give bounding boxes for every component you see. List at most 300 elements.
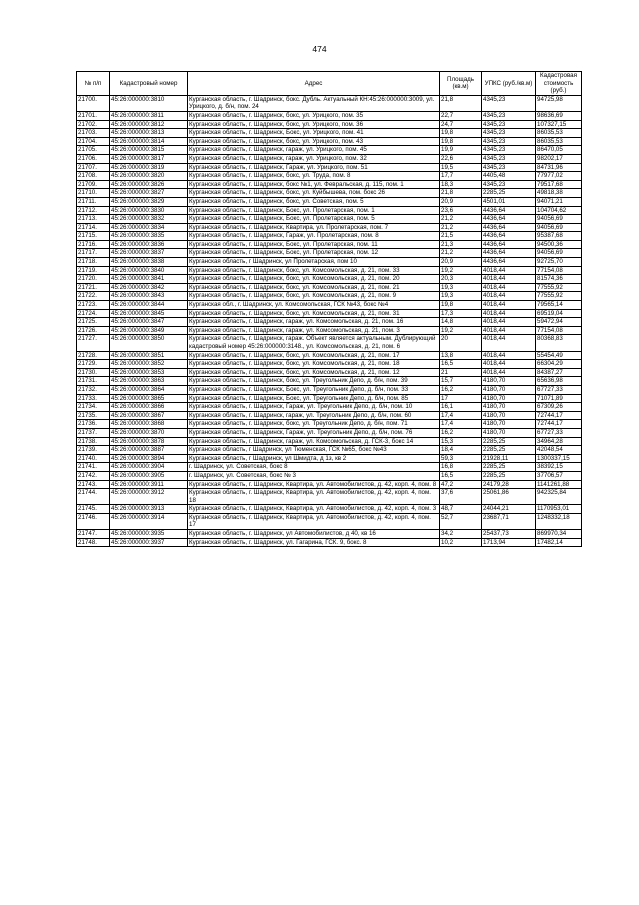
cell-upks: 4018,44 [482,301,536,310]
cell-area: 13,8 [440,351,482,360]
cell-address: Курганская область, г. Шадринск, Гараж, ул. Треугольник Депо, д. б/н, пом. 76 [188,428,440,437]
cell-area: 21,3 [440,240,482,249]
cell-area: 19,8 [440,301,482,310]
cell-num: 21708. [77,172,110,181]
cell-num: 21746. [77,513,110,529]
cell-upks: 4345,23 [482,111,536,120]
cell-cadastral-number: 45:26:000000:3905 [110,471,188,480]
cell-upks: 4405,48 [482,172,536,181]
cell-cadastral-number: 45:26:000000:3849 [110,326,188,335]
cell-cadastral-value: 34964,28 [536,437,582,446]
cell-area: 19,9 [440,146,482,155]
table-row [77,505,582,514]
cell-cadastral-value: 79517,68 [536,180,582,189]
cell-cadastral-number: 45:26:000000:3865 [110,394,188,403]
table-body [77,95,582,546]
cell-num: 21710. [77,189,110,198]
cell-address: Курганская область, г Шадринск, ул Тюменская, ГСК №65, бокс №43 [188,446,440,455]
table-row [77,326,582,335]
cell-area: 14,8 [440,318,482,327]
cell-cadastral-value: 104704,62 [536,206,582,215]
cell-num: 21748. [77,538,110,547]
table-row [77,530,582,539]
table-row [77,240,582,249]
cell-cadastral-value: 77555,92 [536,283,582,292]
cell-cadastral-value: 77154,08 [536,326,582,335]
cell-cadastral-number: 45:26:000000:3829 [110,197,188,206]
cell-num: 21714. [77,223,110,232]
cell-cadastral-number: 45:26:000000:3835 [110,232,188,241]
cell-address: Курганская область, г. Шадринск, бокс, ул. Комсомольская, д. 21, пом. 12 [188,368,440,377]
cell-upks: 4345,23 [482,180,536,189]
cell-cadastral-value: 67309,26 [536,403,582,412]
page-number: 474 [312,44,327,54]
cell-address: Курганская область, г. Шадринск, бокс, ул. Комсомольская, д. 21, пом. 17 [188,351,440,360]
cell-cadastral-value: 98202,17 [536,154,582,163]
cell-address: Курганская область, г. Шадринск, Бокс, ул. Пролетарская, пом. 1 [188,206,440,215]
cell-num: 21742. [77,471,110,480]
table-row [77,172,582,181]
cell-cadastral-value: 1300337,15 [536,454,582,463]
cell-address: Курганская область, г. Шадринск, гараж. Объект является актуальным. Дублирующий кадастровый номер 45:26:000000:3148., ул. Комсомольская, д. 21, пом. 6 [188,335,440,351]
cell-upks: 4436,64 [482,249,536,258]
cell-address: Курганская область, г. Шадринск, бокс, ул. Урицкого, пом. 36 [188,120,440,129]
cell-upks: 4018,44 [482,275,536,284]
cell-cadastral-value: 94056,69 [536,249,582,258]
cell-address: Курганская область, г. Шадринск, гараж, ул. Треугольник Депо, д. б/н, пом. 60 [188,411,440,420]
cell-cadastral-number: 45:26:000000:3878 [110,437,188,446]
cell-area: 20,9 [440,197,482,206]
cell-cadastral-number: 45:26:000000:3894 [110,454,188,463]
cell-cadastral-number: 45:26:000000:3838 [110,258,188,267]
cell-upks: 4436,64 [482,232,536,241]
cell-area: 16,1 [440,403,482,412]
table-row [77,120,582,129]
cell-address: Курганская область, г. Шадринск, Гараж, ул. Треугольник Депо, д. б/н, пом. 10 [188,403,440,412]
cell-address: Курганская область, г. Шадринск, бокс, ул. Комсомольская, д. 21, пом. 21 [188,283,440,292]
table-row [77,377,582,386]
table-row [77,95,582,111]
table-row [77,146,582,155]
table-row [77,292,582,301]
cell-area: 20,3 [440,275,482,284]
cell-address: Курганская область, г. Шадринск, бокс, ул. Труда, пом. 8 [188,172,440,181]
cell-num: 21703. [77,129,110,138]
table-row [77,335,582,351]
cell-upks: 4436,64 [482,215,536,224]
cell-address: г. Шадринск, ул. Советская, бокс № 3 [188,471,440,480]
table-header-row [77,72,582,96]
cell-area: 20 [440,335,482,351]
cell-num: 21701. [77,111,110,120]
cell-cadastral-value: 942325,84 [536,489,582,505]
cell-upks: 4436,64 [482,258,536,267]
table-row [77,437,582,446]
cell-address: Курганская область, г. Шадринск, Квартира, ул. Пролетарская, пом. 7 [188,223,440,232]
cell-area: 59,3 [440,454,482,463]
cell-area: 21,2 [440,215,482,224]
cell-cadastral-number: 45:26:000000:3904 [110,463,188,472]
cell-upks: 4436,64 [482,206,536,215]
cell-address: Курганская область, г. Шадринск, бокс, ул. Комсомольская, д. 21, пом. 31 [188,309,440,318]
cell-num: 21730. [77,368,110,377]
cell-upks: 4436,64 [482,223,536,232]
cell-num: 21716. [77,240,110,249]
cell-area: 19,3 [440,292,482,301]
cell-num: 21704. [77,137,110,146]
cell-upks: 4018,44 [482,368,536,377]
cell-upks: 4018,44 [482,283,536,292]
cell-num: 21711. [77,197,110,206]
cell-address: Курганская область, г Шадринск, ул Шмидта, д 1з, кв 2 [188,454,440,463]
cell-area: 24,7 [440,120,482,129]
cell-num: 21720. [77,275,110,284]
table-row [77,232,582,241]
cell-area: 21,2 [440,223,482,232]
cell-cadastral-number: 45:26:000000:3820 [110,172,188,181]
table-row [77,446,582,455]
cell-area: 21,8 [440,95,482,111]
cell-address: г. Шадринск, ул. Советская, бокс 8 [188,463,440,472]
cell-area: 16,8 [440,463,482,472]
cell-cadastral-value: 38392,15 [536,463,582,472]
cell-area: 16,2 [440,428,482,437]
cell-num: 21747. [77,530,110,539]
cell-upks: 25437,73 [482,530,536,539]
table-row [77,471,582,480]
cell-address: Курганская обл., г. Шадринск, ул. Комсомольская, ГСК №43, бокс №4 [188,301,440,310]
table-row [77,111,582,120]
cell-cadastral-value: 86035,53 [536,129,582,138]
table-row [77,368,582,377]
cell-address: Курганская область, г. Шадринск, Бокс, ул. Пролетарская, пом. 12 [188,249,440,258]
table-row [77,428,582,437]
cell-upks: 4180,70 [482,411,536,420]
cell-num: 21723. [77,301,110,310]
cell-address: Курганская область, г. Шадринск, гараж, ул. Комсомольская, д. 21, пом. 3 [188,326,440,335]
cell-area: 15,3 [440,437,482,446]
cell-upks: 2285,25 [482,471,536,480]
table-row [77,309,582,318]
cell-upks: 2285,25 [482,189,536,198]
cell-cadastral-number: 45:26:000000:3844 [110,301,188,310]
cadastral-table [76,71,582,547]
cell-upks: 4180,70 [482,394,536,403]
cell-num: 21705. [77,146,110,155]
cell-cadastral-number: 45:26:000000:3852 [110,360,188,369]
cell-cadastral-number: 45:26:000000:3887 [110,446,188,455]
cell-area: 17,3 [440,309,482,318]
cell-num: 21745. [77,505,110,514]
cell-cadastral-value: 94725,98 [536,95,582,111]
cell-num: 21725. [77,318,110,327]
cell-num: 21733. [77,394,110,403]
table-row [77,189,582,198]
cell-upks: 4018,44 [482,309,536,318]
cell-area: 10,2 [440,538,482,547]
cell-num: 21735. [77,411,110,420]
cell-area: 37,6 [440,489,482,505]
cell-cadastral-value: 98636,69 [536,111,582,120]
cell-address: Курганская область, г. Шадринск, бокс, ул. Куйбышева, пом. бокс 26 [188,189,440,198]
cell-cadastral-value: 65636,98 [536,377,582,386]
cell-cadastral-value: 72744,17 [536,420,582,429]
cell-num: 21740. [77,454,110,463]
cell-cadastral-value: 71071,89 [536,394,582,403]
table-row [77,197,582,206]
cell-cadastral-value: 42048,54 [536,446,582,455]
cell-num: 21700. [77,95,110,111]
cell-cadastral-number: 45:26:000000:3819 [110,163,188,172]
cell-address: Курганская область, г. Шадринск, бокс, ул. Треугольник Депо, д. б/н, пом. 39 [188,377,440,386]
cell-area: 19,8 [440,137,482,146]
cell-cadastral-value: 72744,17 [536,411,582,420]
cell-cadastral-number: 45:26:000000:3863 [110,377,188,386]
cell-address: Курганская область, г. Шадринск, Квартира, ул. Автомобилистов, д. 42, корп. 4, пом. 3 [188,505,440,514]
cell-area: 19,5 [440,163,482,172]
cell-num: 21726. [77,326,110,335]
table-row [77,283,582,292]
cell-cadastral-number: 45:26:000000:3847 [110,318,188,327]
cell-num: 21732. [77,385,110,394]
cell-num: 21729. [77,360,110,369]
cell-cadastral-number: 45:26:000000:3837 [110,249,188,258]
cell-area: 15,7 [440,377,482,386]
cell-upks: 2285,25 [482,437,536,446]
cell-area: 16,5 [440,360,482,369]
cell-upks: 2285,25 [482,446,536,455]
cell-num: 21743. [77,480,110,489]
cell-area: 21,2 [440,249,482,258]
cell-cadastral-value: 94500,36 [536,240,582,249]
cell-upks: 21928,11 [482,454,536,463]
cell-upks: 4018,44 [482,292,536,301]
cell-cadastral-value: 69519,04 [536,309,582,318]
table-row [77,180,582,189]
cell-cadastral-value: 94056,69 [536,215,582,224]
cell-address: Курганская область, г. Шадринск, Бокс, ул. Урицкого, пом. 41 [188,129,440,138]
table-row [77,385,582,394]
cell-upks: 4018,44 [482,351,536,360]
cell-cadastral-value: 77154,08 [536,266,582,275]
cell-cadastral-number: 45:26:000000:3937 [110,538,188,547]
cell-upks: 4345,23 [482,137,536,146]
cell-area: 22,6 [440,154,482,163]
cell-area: 22,7 [440,111,482,120]
cell-address: Курганская область, г. Шадринск, Гараж, ул. Урицкого, пом. 51 [188,163,440,172]
cell-area: 20,9 [440,258,482,267]
cell-cadastral-value: 17482,14 [536,538,582,547]
cell-cadastral-number: 45:26:000000:3832 [110,215,188,224]
cell-cadastral-value: 79565,14 [536,301,582,310]
cell-cadastral-number: 45:26:000000:3810 [110,95,188,111]
cell-cadastral-value: 95387,68 [536,232,582,241]
cell-address: Курганская область, г. Шадринск, бокс, ул. Советская, пом. 5 [188,197,440,206]
cell-cadastral-value: 94056,69 [536,223,582,232]
cell-area: 17 [440,394,482,403]
table-row [77,420,582,429]
cell-upks: 4345,23 [482,120,536,129]
cell-address: Курганская область, г. Шадринск, бокс, ул. Комсомольская, д. 21, пом. 9 [188,292,440,301]
cell-upks: 24044,21 [482,505,536,514]
cell-num: 21717. [77,249,110,258]
cell-num: 21741. [77,463,110,472]
cell-cadastral-value: 1141261,88 [536,480,582,489]
cell-address: Курганская область, г. Шадринск, бокс, ул. Урицкого, пом. 35 [188,111,440,120]
cell-address: Курганская область, г. Шадринск, бокс, ул. Комсомольская, д. 21, пом. 33 [188,266,440,275]
cell-num: 21713. [77,215,110,224]
cell-cadastral-number: 45:26:000000:3814 [110,137,188,146]
cell-address: Курганская область, г. Шадринск, Бокс, ул. Треугольник Депо, д. б/н, пом. 33 [188,385,440,394]
header-area: Площадь (кв.м) [440,72,482,96]
cell-cadastral-number: 45:26:000000:3813 [110,129,188,138]
cell-cadastral-number: 45:26:000000:3851 [110,351,188,360]
cell-address: Курганская область, г. Шадринск, гараж, ул. Комсомольская, д. 21, пом. 16 [188,318,440,327]
header-cadastral-value: Кадастровая стоимость (руб.) [536,72,582,96]
cell-num: 21728. [77,351,110,360]
cell-num: 21709. [77,180,110,189]
cell-cadastral-number: 45:26:000000:3850 [110,335,188,351]
cell-address: Курганская область, г. Шадринск, бокс, ул. Урицкого, пом. 43 [188,137,440,146]
cell-upks: 25061,86 [482,489,536,505]
cell-upks: 4345,23 [482,129,536,138]
cell-cadastral-value: 67727,33 [536,428,582,437]
cell-num: 21707. [77,163,110,172]
cell-cadastral-number: 45:26:000000:3935 [110,530,188,539]
cell-address: Курганская область, г. Шадринск, бокс №1, ул. Февральская, д. 115, пом. 1 [188,180,440,189]
cell-upks: 4180,70 [482,428,536,437]
table-row [77,266,582,275]
cell-address: Курганская область, г. Шадринск, Гараж, ул. Пролетарская, пом. 8 [188,232,440,241]
cell-cadastral-value: 1170953,01 [536,505,582,514]
cell-num: 21706. [77,154,110,163]
cell-cadastral-number: 45:26:000000:3811 [110,111,188,120]
cell-area: 17,4 [440,411,482,420]
cell-cadastral-number: 45:26:000000:3864 [110,385,188,394]
cell-num: 21737. [77,428,110,437]
table-row [77,411,582,420]
cell-upks: 4345,23 [482,95,536,111]
cell-cadastral-value: 1248332,18 [536,513,582,529]
cell-cadastral-value: 77977,02 [536,172,582,181]
cell-cadastral-value: 37706,57 [536,471,582,480]
cell-cadastral-number: 45:26:000000:3840 [110,266,188,275]
cell-upks: 4345,23 [482,163,536,172]
cell-upks: 4180,70 [482,377,536,386]
cell-num: 21734. [77,403,110,412]
cell-num: 21727. [77,335,110,351]
cell-address: Курганская область, г. Шадринск, бокс, ул. Треугольник Депо, д. б/н, пом. 71 [188,420,440,429]
cell-cadastral-number: 45:26:000000:3866 [110,403,188,412]
cell-cadastral-number: 45:26:000000:3911 [110,480,188,489]
cell-address: Курганская область, г. Шадринск, ул Автомобилистов, д 40, кв 16 [188,530,440,539]
cell-upks: 23687,71 [482,513,536,529]
cell-num: 21724. [77,309,110,318]
cell-address: Курганская область, г Шадринск, ул Пролетарская, пом 10 [188,258,440,267]
table-row [77,215,582,224]
cell-cadastral-number: 45:26:000000:3853 [110,368,188,377]
cell-area: 47,2 [440,480,482,489]
cell-cadastral-value: 55454,49 [536,351,582,360]
cell-address: Курганская область, г. Шадринск, Бокс, ул. Пролетарская, пом. 11 [188,240,440,249]
cell-address: Курганская область, г. Шадринск, ул. Гагарина, ГСК. 9, бокс. 8 [188,538,440,547]
cell-num: 21719. [77,266,110,275]
cell-cadastral-number: 45:26:000000:3912 [110,489,188,505]
cell-address: Курганская область, г. Шадринск, Бокс, ул. Треугольник Депо, д. б/н, пом. 85 [188,394,440,403]
cell-upks: 4018,44 [482,318,536,327]
cell-num: 21702. [77,120,110,129]
cell-cadastral-number: 45:26:000000:3827 [110,189,188,198]
cell-num: 21715. [77,232,110,241]
cell-cadastral-value: 67727,33 [536,385,582,394]
table-row [77,249,582,258]
header-num: № п/п [77,72,110,96]
cell-area: 17,4 [440,420,482,429]
cell-cadastral-number: 45:26:000000:3868 [110,420,188,429]
cell-address: Курганская область, г. Шадринск, Бокс, ул. Пролетарская, пом. 5 [188,215,440,224]
cell-cadastral-value: 77555,92 [536,292,582,301]
cell-area: 21,8 [440,189,482,198]
cell-upks: 4018,44 [482,335,536,351]
cell-num: 21738. [77,437,110,446]
table-row [77,137,582,146]
cell-area: 23,6 [440,206,482,215]
cell-upks: 4180,70 [482,420,536,429]
cell-upks: 4180,70 [482,385,536,394]
table-row [77,258,582,267]
cell-num: 21731. [77,377,110,386]
cell-area: 21,5 [440,232,482,241]
cell-area: 52,7 [440,513,482,529]
cell-cadastral-value: 84387,27 [536,368,582,377]
cell-address: Курганская область, г. Шадринск, Квартира, ул. Автомобилистов, д. 42, корп. 4, пом. 18 [188,489,440,505]
cell-cadastral-value: 107327,15 [536,120,582,129]
cell-upks: 4501,01 [482,197,536,206]
cell-area: 19,2 [440,326,482,335]
table-row [77,223,582,232]
cell-area: 34,2 [440,530,482,539]
cell-address: Курганская область, г. Шадринск, гараж, ул. Урицкого, пом. 45 [188,146,440,155]
cell-area: 18,4 [440,446,482,455]
table-row [77,206,582,215]
cell-cadastral-value: 81574,36 [536,275,582,284]
cell-area: 19,2 [440,266,482,275]
cell-cadastral-value: 86470,05 [536,146,582,155]
table-row [77,463,582,472]
cell-address: Курганская область, г. Шадринск, Квартира, ул. Автомобилистов, д. 42, корп. 4, пом. 8 [188,480,440,489]
cell-upks: 4018,44 [482,326,536,335]
cell-cadastral-number: 45:26:000000:3842 [110,283,188,292]
cell-cadastral-number: 45:26:000000:3815 [110,146,188,155]
cell-num: 21712. [77,206,110,215]
cell-cadastral-number: 45:26:000000:3841 [110,275,188,284]
cell-upks: 2285,25 [482,463,536,472]
cell-cadastral-value: 869970,34 [536,530,582,539]
table-row [77,301,582,310]
cell-upks: 4345,23 [482,154,536,163]
table-row [77,403,582,412]
cell-address: Курганская область, г. Шадринск, бокс, ул. Комсомольская, д. 21, пом. 20 [188,275,440,284]
cell-cadastral-number: 45:26:000000:3914 [110,513,188,529]
cell-cadastral-value: 66304,29 [536,360,582,369]
cell-upks: 4436,64 [482,240,536,249]
table-row [77,454,582,463]
table-row [77,318,582,327]
cell-address: Курганская область, г. Шадринск, гараж, ул. Комсомольская, д. ГСК-3, бокс 14 [188,437,440,446]
table-row [77,489,582,505]
cell-cadastral-number: 45:26:000000:3830 [110,206,188,215]
cell-cadastral-number: 45:26:000000:3913 [110,505,188,514]
